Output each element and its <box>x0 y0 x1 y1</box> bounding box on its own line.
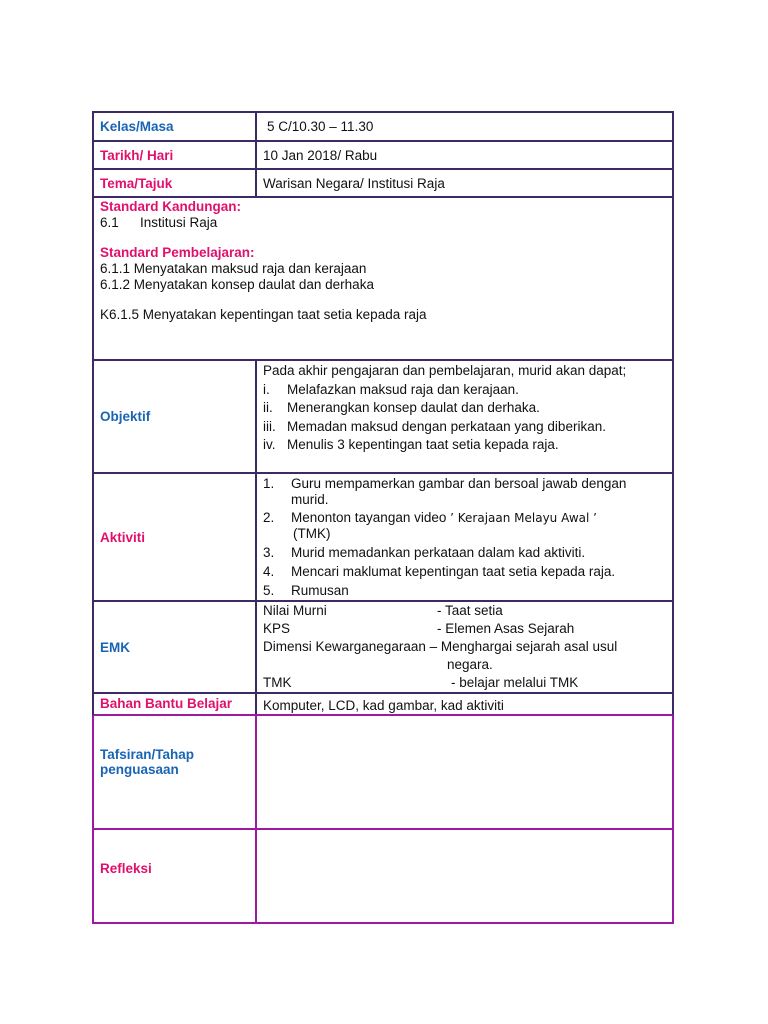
row-objektif <box>92 359 674 472</box>
row-aktiviti <box>92 472 674 600</box>
objektif-item: i. Melafazkan maksud raja dan kerajaan. <box>263 381 519 397</box>
bahan-value: Komputer, LCD, kad gambar, kad aktiviti <box>263 698 504 713</box>
tafsiran-value <box>257 716 672 828</box>
aktiviti-item: 4. Mencari maklumat kepentingan taat setia kepada raja. <box>263 564 616 579</box>
aktiviti-item-cont: (TMK) <box>293 526 331 541</box>
kandungan-number: 6.1 <box>100 215 119 230</box>
objektif-item: ii. Menerangkan konsep daulat dan derhaka. <box>263 400 540 415</box>
objektif-item: iii. Memadan maksud dengan perkataan yang diberikan. <box>263 418 606 434</box>
aktiviti-item: 3. Murid memadankan perkataan dalam kad aktiviti. <box>263 545 586 560</box>
standard-item: 6.1.2 Menyatakan konsep daulat dan derhaka <box>100 277 374 292</box>
kelas-value: 5 C/10.30 – 11.30 <box>267 119 374 134</box>
row-tema <box>92 168 674 196</box>
objektif-label: Objektif <box>94 361 257 472</box>
kandungan-text: Institusi Raja <box>140 215 218 230</box>
tema-value: Warisan Negara/ Institusi Raja <box>263 175 445 191</box>
tafsiran-label: Tafsiran/Tahap penguasaan <box>94 716 257 828</box>
emk-row: negara. <box>447 657 493 672</box>
row-emk <box>92 600 674 692</box>
aktiviti-label: Aktiviti <box>94 474 257 600</box>
emk-content <box>257 602 672 692</box>
aktiviti-item: 1. Guru mempamerkan gambar dan bersoal jawab dengan <box>263 476 627 491</box>
refleksi-value <box>257 830 672 922</box>
refleksi-label: Refleksi <box>94 830 257 922</box>
row-kelas <box>92 111 674 140</box>
kelas-label: Kelas/Masa <box>94 113 257 140</box>
tarikh-value: 10 Jan 2018/ Rabu <box>263 147 378 163</box>
emk-label: EMK <box>94 602 257 692</box>
emk-row: TMK - belajar melalui TMK <box>263 675 579 690</box>
lesson-plan-table <box>92 111 674 924</box>
standard-item: 6.1.1 Menyatakan maksud raja dan kerajaan <box>100 261 367 276</box>
standard-kandungan-item <box>100 215 666 231</box>
standard-pembelajaran-heading: Standard Pembelajaran: <box>100 245 255 260</box>
objektif-content <box>257 361 672 472</box>
objektif-item: iv. Menulis 3 kepentingan taat setia kepada raja. <box>263 437 559 452</box>
row-tafsiran <box>92 716 674 828</box>
aktiviti-content <box>257 474 672 600</box>
tarikh-label: Tarikh/ Hari <box>94 142 257 168</box>
emk-row: Nilai Murni - Taat setia <box>263 603 503 618</box>
standard-k-item: K6.1.5 Menyatakan kepentingan taat setia kepada raja <box>100 307 427 322</box>
row-refleksi <box>92 828 674 924</box>
row-bahan <box>92 692 674 716</box>
tema-label: Tema/Tajuk <box>94 170 257 196</box>
row-standard <box>92 196 674 359</box>
emk-row: Dimensi Kewarganegaraan – Menghargai sejarah asal usul <box>263 639 618 654</box>
emk-row: KPS - Elemen Asas Sejarah <box>263 621 575 636</box>
standard-kandungan-heading: Standard Kandungan: <box>100 199 241 214</box>
bahan-label: Bahan Bantu Belajar <box>94 694 257 714</box>
aktiviti-item: 5. Rumusan <box>263 583 349 598</box>
standard-cell <box>94 198 672 359</box>
row-tarikh <box>92 140 674 168</box>
aktiviti-item: 2. Menonton tayangan video ’ Kerajaan Melayu Awal ’ <box>263 510 597 525</box>
aktiviti-item-cont: murid. <box>291 492 329 507</box>
objektif-intro: Pada akhir pengajaran dan pembelajaran, murid akan dapat; <box>263 363 627 378</box>
